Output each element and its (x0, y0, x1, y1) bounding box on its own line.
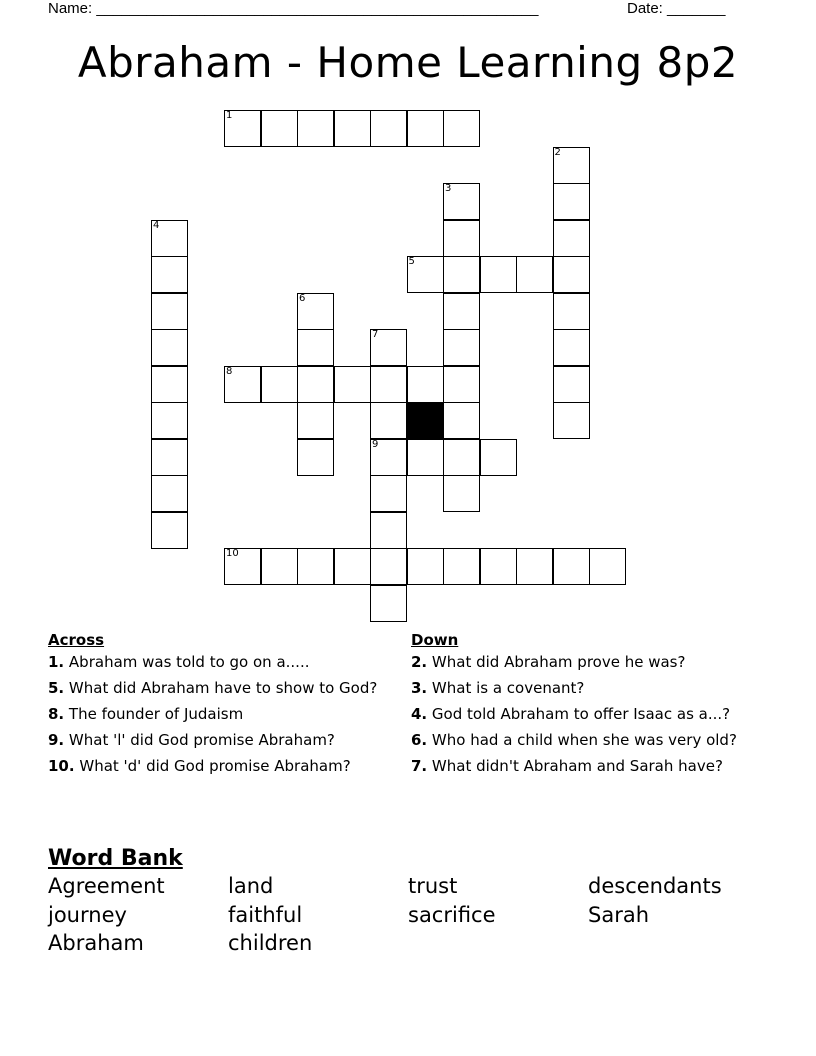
crossword-cell[interactable] (443, 329, 480, 366)
cell-number: 4 (153, 219, 160, 231)
crossword-cell[interactable] (443, 183, 480, 220)
name-label: Name: (48, 0, 93, 17)
clue-across-5: 5. What did Abraham have to show to God? (48, 679, 378, 697)
crossword-cell[interactable] (443, 366, 480, 403)
crossword-cell[interactable] (151, 256, 188, 293)
crossword-cell[interactable] (480, 439, 517, 476)
crossword-cell[interactable] (334, 110, 371, 147)
crossword-cell[interactable] (553, 329, 590, 366)
crossword-cell[interactable] (151, 512, 188, 549)
crossword-cell[interactable] (297, 293, 334, 330)
crossword-cell[interactable] (297, 439, 334, 476)
crossword-cell[interactable] (151, 366, 188, 403)
crossword-cell[interactable] (151, 475, 188, 512)
crossword-cell[interactable] (553, 293, 590, 330)
cell-number: 7 (372, 329, 379, 340)
date-label: Date: (627, 0, 663, 17)
cell-number: 10 (226, 548, 239, 559)
word-bank-item: faithful (228, 903, 303, 927)
crossword-cell[interactable] (553, 256, 590, 293)
clue-across-9: 9. What 'l' did God promise Abraham? (48, 731, 335, 749)
cell-number: 1 (226, 110, 233, 121)
crossword-cell[interactable] (370, 110, 407, 147)
crossword-cell[interactable] (443, 475, 480, 512)
cell-number: 9 (372, 438, 379, 450)
crossword-cell[interactable] (443, 402, 480, 439)
word-bank-item: descendants (588, 874, 722, 898)
crossword-cell[interactable] (297, 110, 334, 147)
page-title: Abraham - Home Learning 8p2 (77, 38, 739, 87)
crossword-cell[interactable] (370, 329, 407, 366)
word-bank-title: Word Bank (48, 846, 183, 871)
crossword-cell[interactable] (589, 548, 626, 585)
crossword-cell[interactable] (553, 147, 590, 184)
crossword-cell[interactable] (553, 366, 590, 403)
crossword-cell[interactable] (480, 548, 517, 585)
crossword-cell[interactable] (516, 256, 553, 293)
crossword-cell[interactable] (151, 293, 188, 330)
crossword-cell[interactable] (553, 183, 590, 220)
crossword-cell[interactable] (370, 512, 407, 549)
crossword-cell[interactable] (407, 548, 444, 585)
crossword-cell[interactable] (151, 220, 188, 257)
crossword-cell[interactable] (151, 402, 188, 439)
name-blank: _____________________________________________________ (96, 0, 539, 17)
crossword-cell[interactable] (443, 293, 480, 330)
crossword-cell[interactable] (370, 585, 407, 622)
crossword-cell[interactable] (297, 402, 334, 439)
crossword-cell[interactable] (370, 439, 407, 476)
crossword-cell[interactable] (480, 256, 517, 293)
cell-number: 5 (408, 256, 415, 267)
crossword-cell[interactable] (151, 329, 188, 366)
down-clues (411, 631, 751, 784)
crossword-cell[interactable] (261, 366, 298, 403)
crossword-cell[interactable] (407, 366, 444, 403)
crossword-cell[interactable] (261, 110, 298, 147)
crossword-cell[interactable] (553, 402, 590, 439)
crossword-cell[interactable] (443, 220, 480, 257)
across-clues (48, 631, 388, 784)
crossword-cell[interactable] (334, 366, 371, 403)
clue-down-2: 2. What did Abraham prove he was? (411, 653, 686, 671)
clue-across-8: 8. The founder of Judaism (48, 705, 244, 723)
word-bank-item: Agreement (48, 874, 165, 898)
crossword-cell[interactable] (297, 366, 334, 403)
crossword-cell[interactable] (443, 110, 480, 147)
crossword-cell[interactable] (297, 548, 334, 585)
clue-down-6: 6. Who had a child when she was very old? (411, 731, 737, 749)
crossword-cell[interactable] (224, 548, 261, 585)
crossword-cell[interactable] (553, 548, 590, 585)
date-blank: _______ (667, 0, 726, 17)
cell-number: 3 (445, 183, 452, 194)
crossword-cell[interactable] (370, 548, 407, 585)
cell-number: 6 (299, 292, 306, 304)
down-heading: Down (411, 631, 459, 649)
word-bank-item: trust (408, 874, 458, 898)
word-bank-item: sacrifice (408, 903, 496, 927)
word-bank-item: Abraham (48, 931, 144, 955)
word-bank-item: journey (48, 903, 127, 927)
crossword-cell[interactable] (370, 475, 407, 512)
crossword-cell[interactable] (407, 110, 444, 147)
crossword-cell[interactable] (407, 439, 444, 476)
cell-number: 8 (226, 365, 233, 377)
crossword-cell[interactable] (443, 256, 480, 293)
crossword-cell[interactable] (334, 548, 371, 585)
word-bank-item: Sarah (588, 903, 650, 927)
clue-across-10: 10. What 'd' did God promise Abraham? (48, 757, 351, 775)
clue-across-1: 1. Abraham was told to go on a..... (48, 653, 310, 671)
clue-down-7: 7. What didn't Abraham and Sarah have? (411, 757, 723, 775)
cell-number: 2 (554, 146, 561, 158)
crossword-cell[interactable] (224, 366, 261, 403)
across-heading: Across (48, 631, 105, 649)
word-bank-item: children (228, 931, 313, 955)
crossword-cell[interactable] (151, 439, 188, 476)
crossword-cell[interactable] (297, 329, 334, 366)
word-bank-item: land (228, 874, 274, 898)
crossword-cell[interactable] (553, 220, 590, 257)
crossword-cell[interactable] (407, 256, 444, 293)
crossword-cell[interactable] (370, 366, 407, 403)
black-square (407, 402, 444, 439)
crossword-cell[interactable] (224, 110, 261, 147)
crossword-cell[interactable] (370, 402, 407, 439)
crossword-cell[interactable] (261, 548, 298, 585)
crossword-cell[interactable] (443, 439, 480, 476)
crossword-cell[interactable] (443, 548, 480, 585)
crossword-cell[interactable] (516, 548, 553, 585)
clue-down-4: 4. God told Abraham to offer Isaac as a...? (411, 705, 731, 723)
clue-down-3: 3. What is a covenant? (411, 679, 585, 697)
